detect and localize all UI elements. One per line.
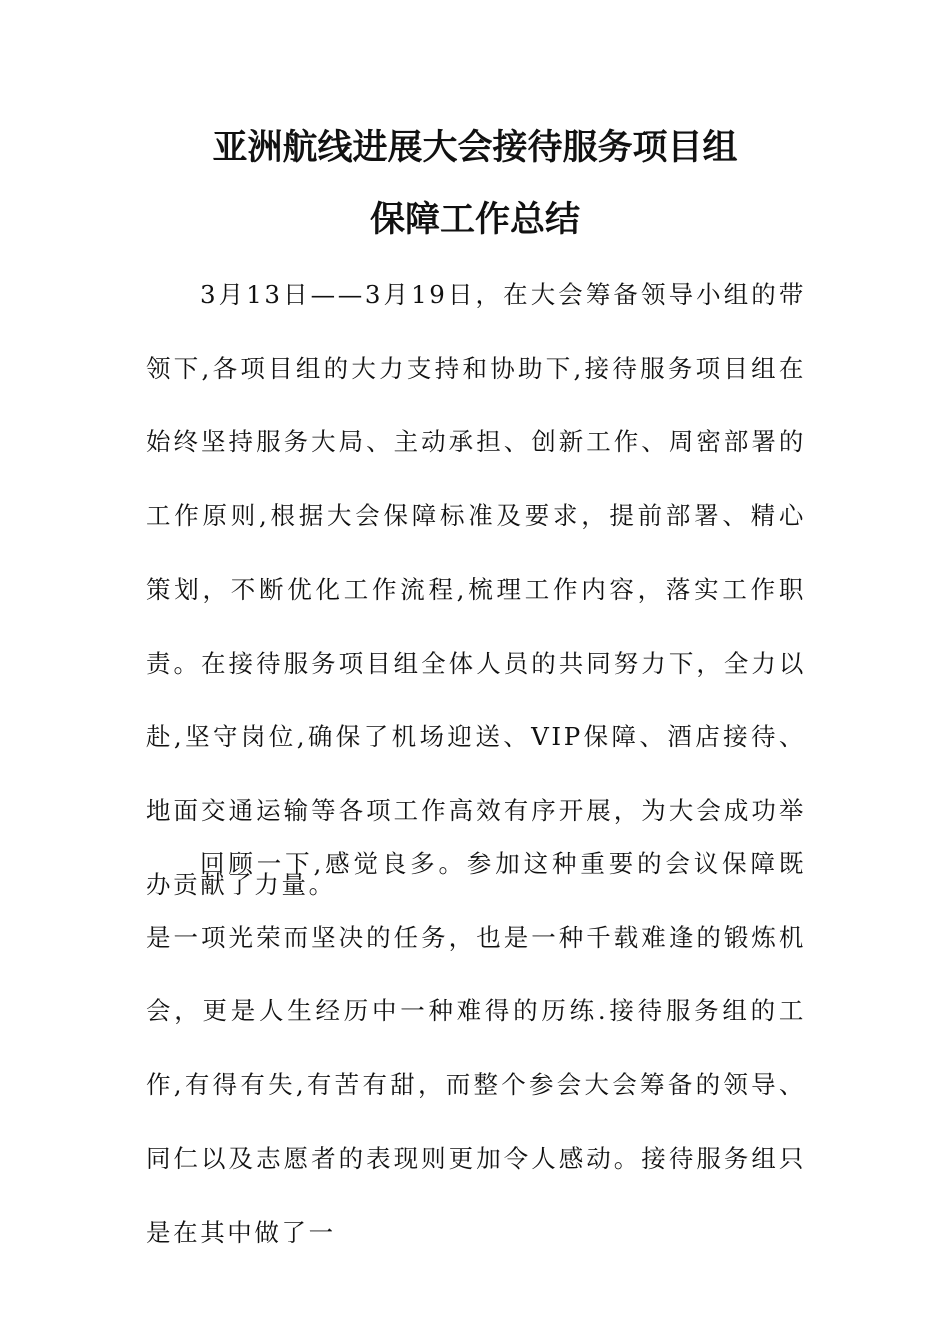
document-title-line-1: 亚洲航线进展大会接待服务项目组: [212, 128, 738, 168]
body-paragraph-2: 回顾一下,感觉良多。参加这种重要的会议保障既是一项光荣而坚决的任务，也是一种千载难逢的锻炼机会，更是人生经历中一种难得的历练.接待服务组的工作,有得有失,有苦有甜，而整个参会大会筹备的领导、同仁以及志愿者的表现则更加令人感动。接待服务组只是在其中做了一: [146, 849, 806, 1247]
document-title-line-2: 保障工作总结: [369, 200, 580, 240]
body-paragraph-1: 3月13日——3月19日，在大会筹备领导小组的带领下,各项目组的大力支持和协助下,接待服务项目组在始终坚持服务大局、主动承担、创新工作、周密部署的工作原则,根据大会保障标准及要求，提前部署、精心策划，不断优化工作流程,梳理工作内容，落实工作职责。在接待服务项目组全体人员的共同努力下，全力以赴,坚守岗位,确保了机场迎送、VIP保障、酒店接待、地面交通运输等各项工作高效有序开展，为大会成功举办贡献了力量。: [146, 280, 806, 899]
